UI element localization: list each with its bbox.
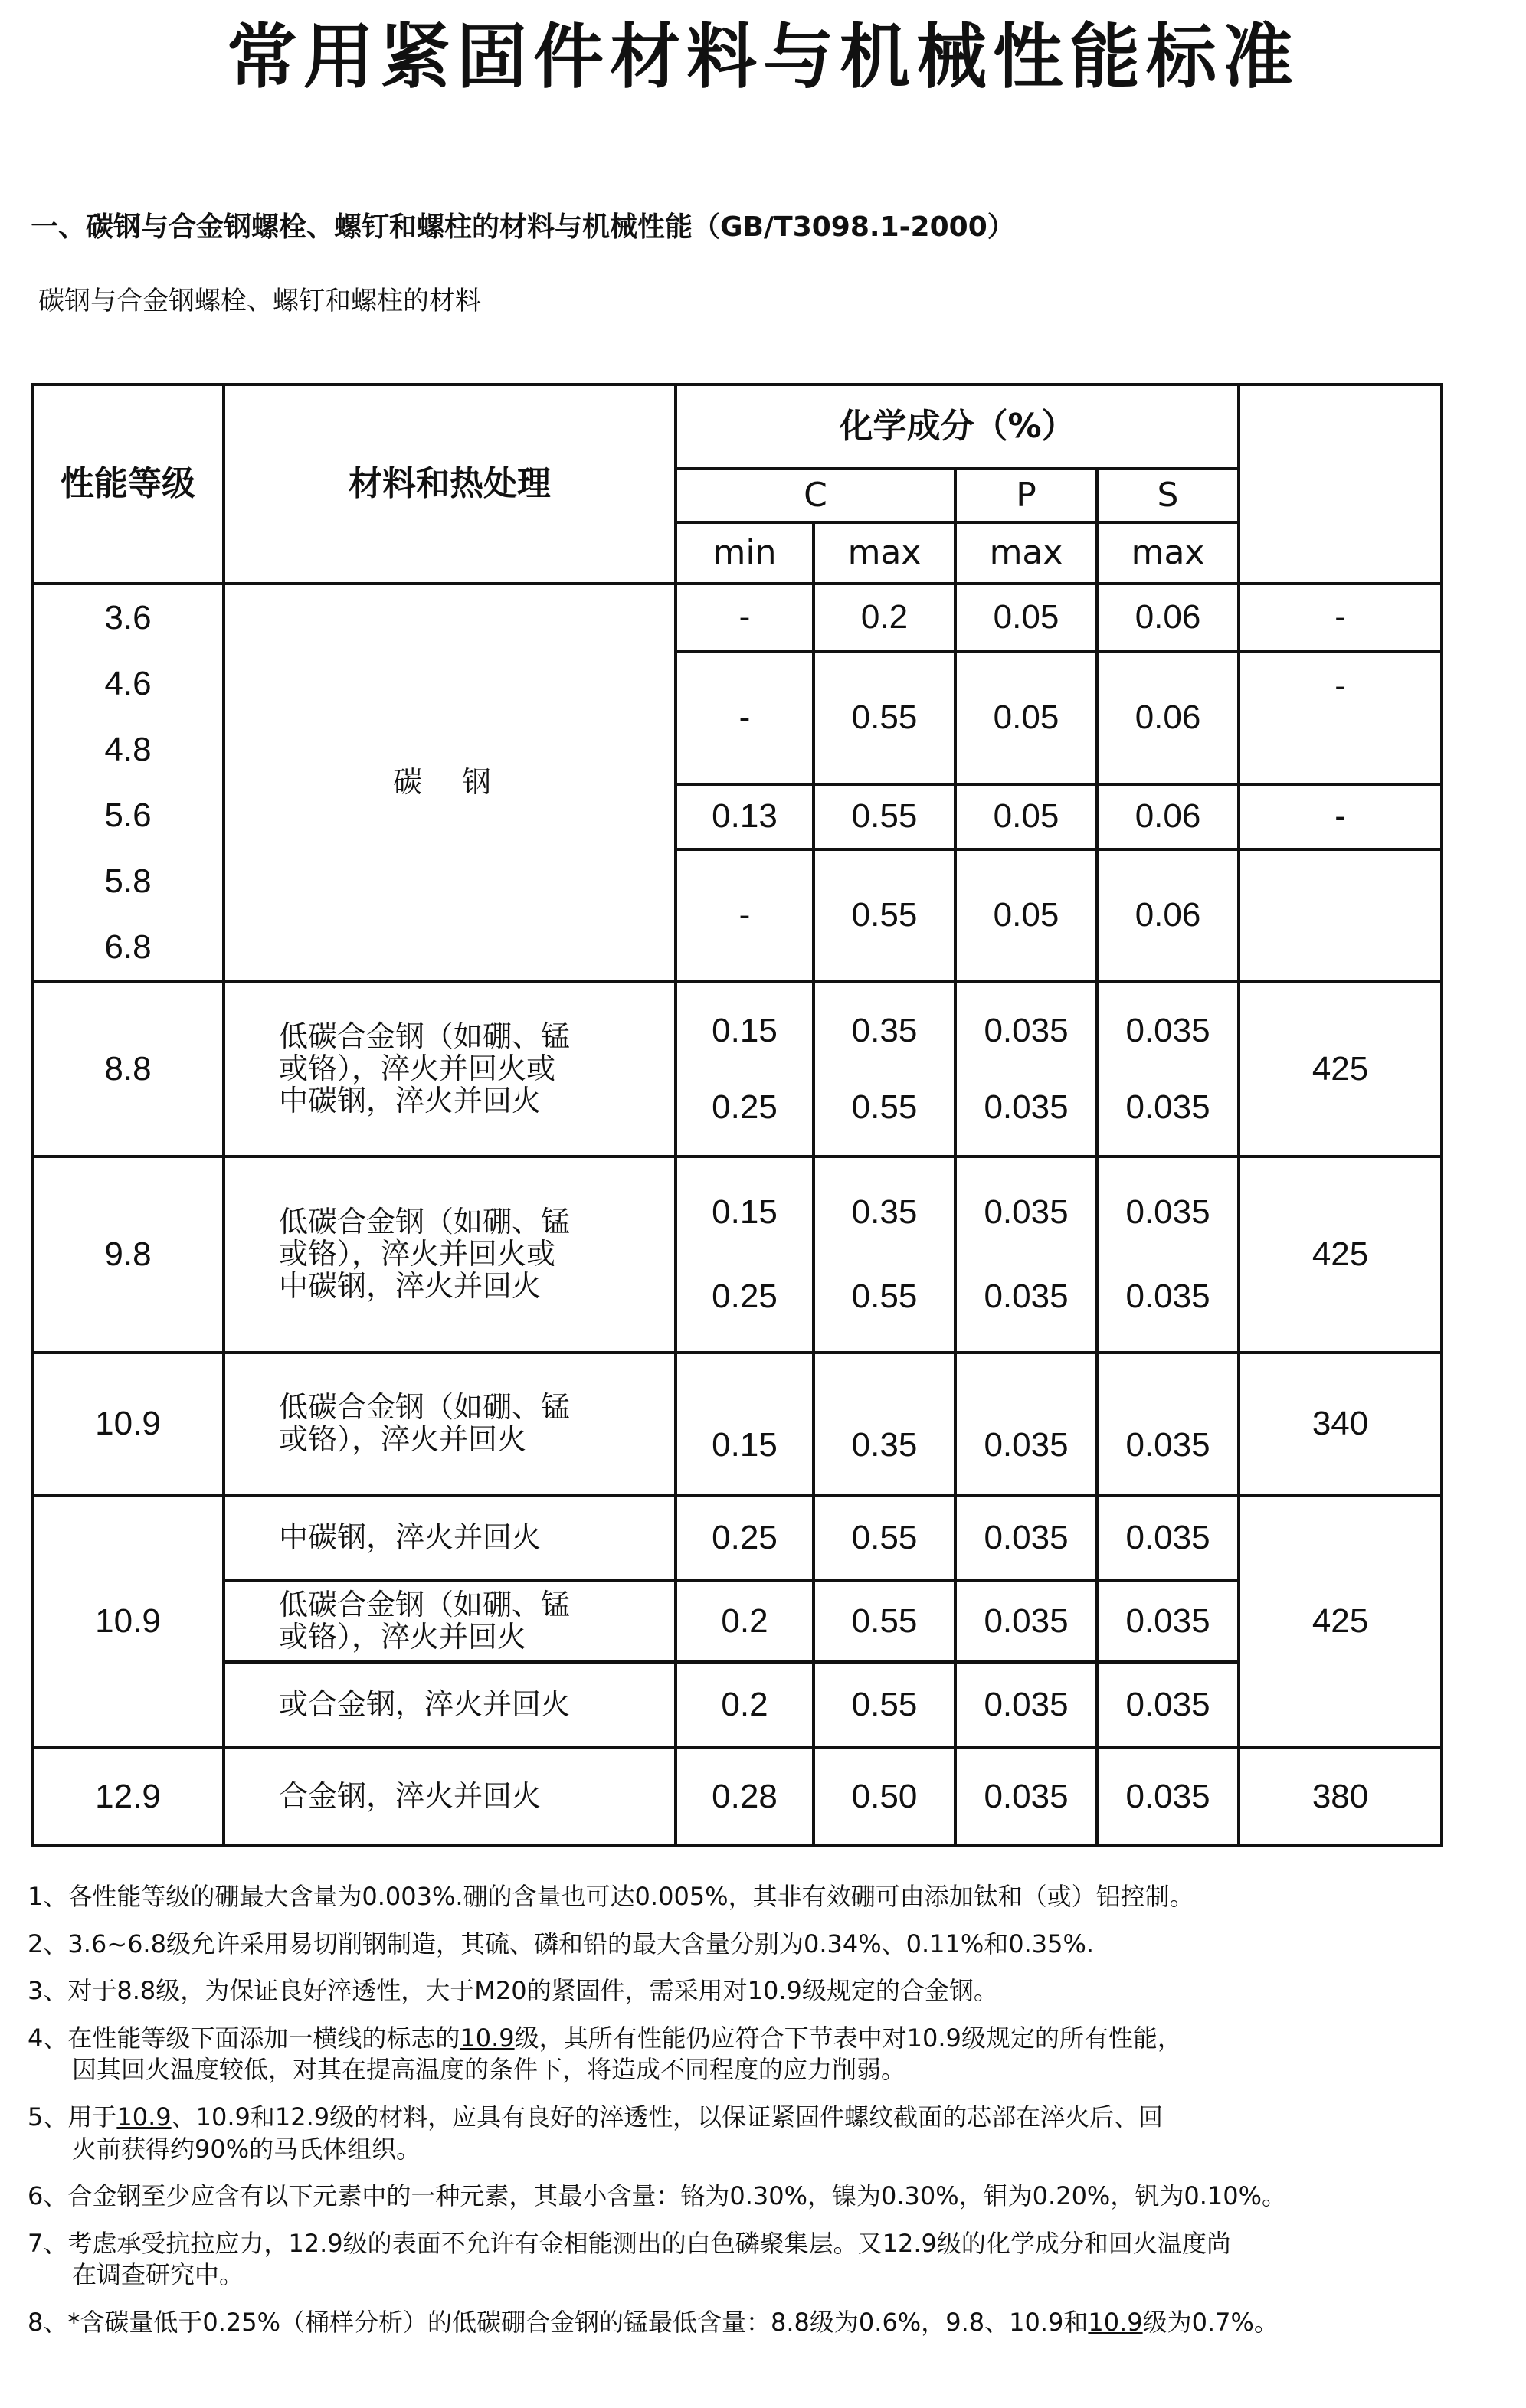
material-line: 低碳合金钢（如硼、锰	[279, 1390, 571, 1425]
value: 0.35	[851, 1011, 918, 1049]
material-line: 或铬），淬火并回火	[279, 1620, 527, 1654]
footnote-text	[28, 2023, 1498, 2055]
value: 0.035	[984, 1193, 1069, 1231]
value: 0.35	[851, 1193, 918, 1231]
cell-c-max: 0.2	[814, 584, 955, 652]
cell-temper: 380	[1239, 1748, 1442, 1846]
material-cell: 合金钢，淬火并回火	[224, 1748, 676, 1846]
section-heading: 一、碳钢与合金钢螺栓、螺钉和螺柱的材料与机械性能（GB/T3098.1-2000）	[31, 211, 1015, 243]
value: 0.035	[984, 1011, 1069, 1049]
footnote-5	[28, 2102, 1498, 2165]
cell-c-min: 0.25	[676, 1495, 814, 1581]
value: 0.035	[1125, 1277, 1210, 1315]
cell-p-max: 0.05	[955, 849, 1097, 982]
material-line: 低碳合金钢（如硼、锰	[279, 1588, 571, 1622]
footnote-text	[28, 2102, 1498, 2134]
header-tempering-blank	[1239, 384, 1442, 584]
material-line: 或铬），淬火并回火或	[279, 1237, 556, 1271]
material-cell	[224, 1581, 676, 1662]
cell-c-max	[814, 982, 955, 1157]
cell-s-max: 0.035	[1097, 1581, 1239, 1662]
material-cell	[224, 982, 676, 1157]
cell-c-max: 0.55	[814, 849, 955, 982]
cell-c-min: -	[676, 584, 814, 652]
cell-p-max: 0.035	[955, 1353, 1097, 1495]
footnote-7	[28, 2228, 1498, 2292]
footnote-6	[28, 2181, 1498, 2213]
cell-p-max	[955, 982, 1097, 1157]
cell-p-max: 0.035	[955, 1748, 1097, 1846]
cell-s-max: 0.035	[1097, 1748, 1239, 1846]
cell-c-max: 0.55	[814, 784, 955, 849]
header-c: C	[676, 469, 955, 522]
cell-c-max: 0.55	[814, 1662, 955, 1748]
grade-cell: 10.9	[32, 1495, 224, 1748]
grade-cell: 12.9	[32, 1748, 224, 1846]
grade-cell: 8.8	[32, 982, 224, 1157]
cell-s-max: 0.06	[1097, 652, 1239, 784]
material-cell	[224, 1157, 676, 1353]
value: 0.035	[1125, 1011, 1210, 1049]
cell-c-min: 0.13	[676, 784, 814, 849]
footnote-text	[28, 2307, 1498, 2339]
cell-s-max: 0.06	[1097, 584, 1239, 652]
value: 0.15	[712, 1011, 778, 1049]
cell-p-max: 0.035	[955, 1662, 1097, 1748]
footnote-1	[28, 1881, 1498, 1913]
cell-c-min: 0.15	[676, 1353, 814, 1495]
material-cell	[224, 1353, 676, 1495]
cell-c-max: 0.55	[814, 1495, 955, 1581]
material-table	[31, 383, 1443, 1847]
footnote-text: 2、3.6~6.8级允许采用易切削钢制造，其硫、磷和铅的最大含量分别为0.34%、0.11%和0.35%.	[28, 1929, 1095, 1958]
material-line: 或铬），淬火并回火	[279, 1422, 527, 1456]
cell-temper: 340	[1239, 1353, 1442, 1495]
grade-label: 6.8	[104, 928, 152, 966]
header-grade: 性能等级	[32, 384, 224, 584]
footnote-part: 级，其所有性能仍应符合下节表中对10.9级规定的所有性能，	[514, 2023, 1182, 2053]
footnote-continuation: 因其回火温度较低，对其在提高温度的条件下，将造成不同程度的应力削弱。	[72, 2055, 906, 2085]
underlined-grade: 10.9	[460, 2023, 515, 2053]
footnote-part: 5、用于	[28, 2102, 117, 2132]
page-title: 常用紧固件材料与机械性能标准	[226, 16, 1299, 98]
header-c-max: max	[814, 522, 955, 584]
grade-label: 4.8	[104, 730, 152, 768]
footnote-part: 、10.9和12.9级的材料，应具有良好的淬透性，以保证紧固件螺纹截面的芯部在淬火后、回	[171, 2102, 1164, 2132]
grade-label: 5.8	[104, 862, 152, 900]
grade-label: 3.6	[104, 598, 152, 636]
footnote-8	[28, 2307, 1498, 2339]
cell-p-max: 0.05	[955, 784, 1097, 849]
value: 0.25	[712, 1277, 778, 1315]
header-s: S	[1097, 469, 1239, 522]
value: 0.55	[851, 1088, 918, 1126]
material-cell: 中碳钢，淬火并回火	[224, 1495, 676, 1581]
cell-s-max: 0.06	[1097, 849, 1239, 982]
material-line: 或铬），淬火并回火或	[279, 1052, 556, 1086]
cell-s-max: 0.06	[1097, 784, 1239, 849]
header-p-max: max	[955, 522, 1097, 584]
footnote-continuation: 在调查研究中。	[72, 2260, 244, 2290]
cell-c-min: -	[676, 849, 814, 982]
grade-label: 5.6	[104, 796, 152, 834]
footnote-text: 1、各性能等级的硼最大含量为0.003%.硼的含量也可达0.005%，其非有效硼可由添加钛和（或）铝控制。	[28, 1882, 1194, 1911]
value: 0.55	[851, 1277, 918, 1315]
grade-cell: 10.9	[32, 1353, 224, 1495]
footnote-text: 3、对于8.8级，为保证良好淬透性，大于M20的紧固件，需采用对10.9级规定的合金钢。	[28, 1976, 998, 2006]
material-line: 低碳合金钢（如硼、锰	[279, 1019, 571, 1054]
cell-c-max: 0.35	[814, 1353, 955, 1495]
cell-c-max: 0.50	[814, 1748, 955, 1846]
cell-s-max: 0.035	[1097, 1662, 1239, 1748]
grade-label: 4.6	[104, 664, 152, 702]
grade-cell: 9.8	[32, 1157, 224, 1353]
cell-c-min: 0.2	[676, 1662, 814, 1748]
header-p: P	[955, 469, 1097, 522]
value: 0.035	[1125, 1193, 1210, 1231]
material-line: 中碳钢，淬火并回火	[279, 1268, 542, 1303]
cell-c-min	[676, 1157, 814, 1353]
material-carbon-steel: 碳 钢	[224, 584, 676, 982]
header-c-min: min	[676, 522, 814, 584]
cell-s-max	[1097, 982, 1239, 1157]
cell-c-min	[676, 982, 814, 1157]
material-line: 中碳钢，淬火并回火	[279, 1083, 542, 1117]
cell-c-max: 0.55	[814, 1581, 955, 1662]
footnote-part: 级为0.7%。	[1142, 2307, 1279, 2337]
material-cell: 或合金钢，淬火并回火	[224, 1662, 676, 1748]
header-s-max: max	[1097, 522, 1239, 584]
footnote-text: 6、合金钢至少应含有以下元素中的一种元素，其最小含量：铬为0.30%，镍为0.30%，钼为0.20%，钒为0.10%。	[28, 2181, 1286, 2211]
header-chemical-composition: 化学成分（%）	[676, 384, 1239, 469]
footnotes	[28, 1881, 1498, 2354]
cell-temper: 425	[1239, 1495, 1442, 1748]
underlined-grade: 10.9	[116, 2102, 172, 2132]
cell-p-max: 0.05	[955, 652, 1097, 784]
header-material: 材料和热处理	[224, 384, 676, 584]
value: 0.035	[984, 1088, 1069, 1126]
cell-temper	[1239, 849, 1442, 982]
cell-temper: -	[1239, 784, 1442, 849]
cell-c-min: 0.2	[676, 1581, 814, 1662]
cell-c-min: 0.28	[676, 1748, 814, 1846]
cell-c-max: 0.55	[814, 652, 955, 784]
value: 0.15	[712, 1193, 778, 1231]
cell-s-max	[1097, 1157, 1239, 1353]
footnote-4	[28, 2023, 1498, 2086]
cell-s-max: 0.035	[1097, 1353, 1239, 1495]
value: 0.035	[984, 1277, 1069, 1315]
footnote-part: 8、*含碳量低于0.25%（桶样分析）的低碳硼合金钢的锰最低含量：8.8级为0.6%，9.8、10.9和	[28, 2307, 1089, 2337]
grade-cell-carbon	[32, 584, 224, 982]
cell-temper: 425	[1239, 982, 1442, 1157]
cell-temper: 425	[1239, 1157, 1442, 1353]
cell-p-max: 0.035	[955, 1495, 1097, 1581]
cell-c-min: -	[676, 652, 814, 784]
table-caption: 碳钢与合金钢螺栓、螺钉和螺柱的材料	[38, 286, 481, 316]
footnote-2	[28, 1929, 1498, 1961]
footnote-continuation: 火前获得约90%的马氏体组织。	[72, 2134, 421, 2164]
underlined-grade: 10.9	[1088, 2307, 1143, 2337]
value: 0.25	[712, 1088, 778, 1126]
cell-temper: -	[1239, 584, 1442, 652]
value: 0.035	[1125, 1088, 1210, 1126]
cell-c-max	[814, 1157, 955, 1353]
cell-temper: -	[1239, 652, 1442, 784]
material-line: 低碳合金钢（如硼、锰	[279, 1205, 571, 1239]
cell-p-max: 0.035	[955, 1581, 1097, 1662]
cell-s-max: 0.035	[1097, 1495, 1239, 1581]
cell-p-max: 0.05	[955, 584, 1097, 652]
cell-p-max	[955, 1157, 1097, 1353]
footnote-part: 4、在性能等级下面添加一横线的标志的	[28, 2023, 460, 2053]
footnote-text: 7、考虑承受抗拉应力，12.9级的表面不允许有金相能测出的白色磷聚集层。又12.9级的化学成分和回火温度尚	[28, 2228, 1231, 2258]
footnote-3	[28, 1975, 1498, 2007]
